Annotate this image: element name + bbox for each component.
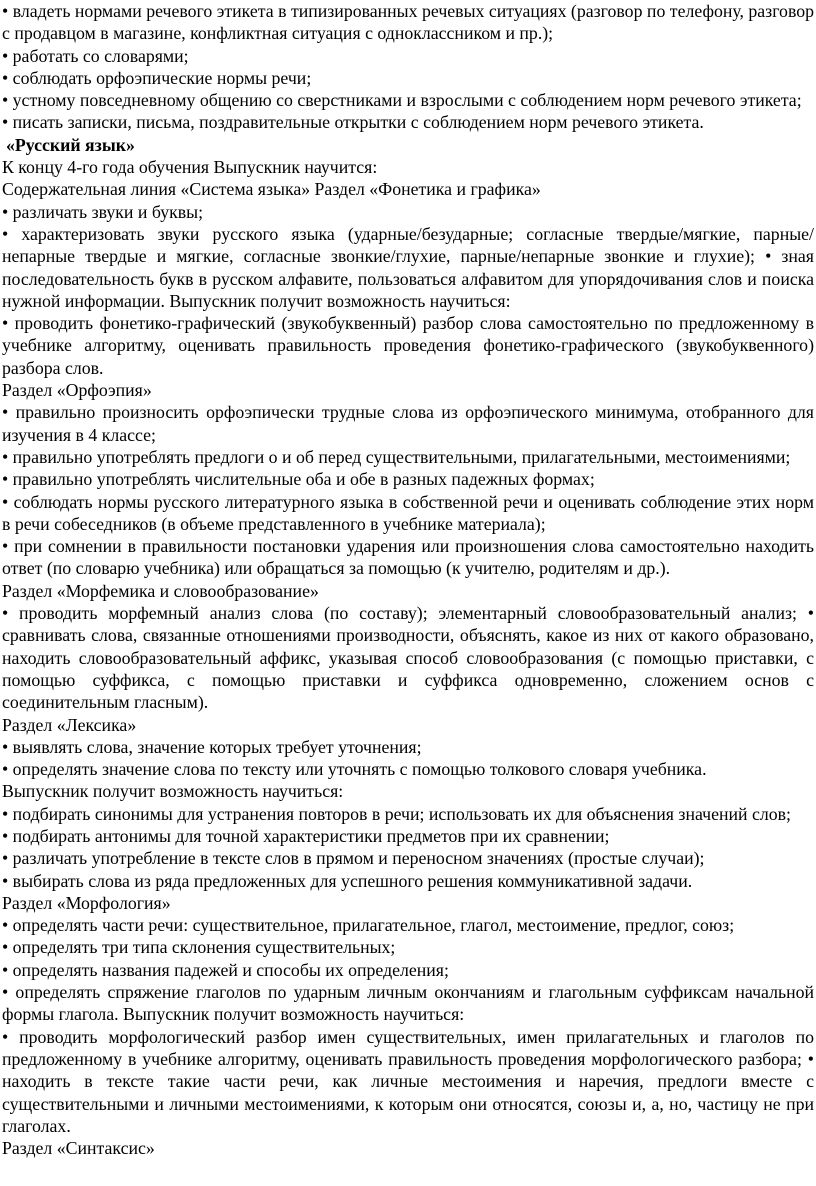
paragraph: • выявлять слова, значение которых требует уточнения;: [2, 736, 422, 757]
paragraph: • подбирать антонимы для точной характеристики предметов при их сравнении;: [2, 825, 610, 846]
paragraph: Раздел «Синтаксис»: [2, 1138, 155, 1159]
paragraph: • определять названия падежей и способы их определения;: [2, 959, 449, 980]
paragraph: • владеть нормами речевого этикета в типизированных речевых ситуациях (разговор по телефону, разговор с продавцом в магазине, конфликтная ситуация с одноклассником и пр.);: [2, 1, 814, 44]
paragraph: Раздел «Орфоэпия»: [2, 380, 152, 401]
paragraph: • правильно произносить орфоэпически трудные слова из орфоэпического минимума, отобранного для изучения в 4 классе;: [2, 402, 814, 445]
paragraph: Раздел «Лексика»: [2, 714, 137, 735]
paragraph: • различать употребление в тексте слов в прямом и переносном значениях (простые случаи);: [2, 848, 705, 869]
paragraph: • проводить морфологический разбор имен существительных, имен прилагательных и глаголов по предложенному в учебнике алгоритму, оценивать правильность проведения морфологического разбора; • находить в тексте такие части речи, как личные местоимения и наречия, предлоги вместе с существительными и личными местоимениями, к которым они относятся, союзы и, а, но, частицу не при глаголах.: [2, 1026, 814, 1136]
paragraph: • соблюдать нормы русского литературного языка в собственной речи и оценивать соблюдение этих норм в речи собеседников (в объеме представленного в учебнике материала);: [2, 491, 814, 534]
paragraph: Раздел «Морфология»: [2, 892, 171, 913]
paragraph: • определять спряжение глаголов по ударным личным окончаниям и глагольным суффиксам начальной формы глагола. Выпускник получит возможность научиться:: [2, 982, 814, 1025]
paragraph: • правильно употреблять предлоги о и об перед существительными, прилагательными, местоимениями;: [2, 446, 791, 467]
paragraph: • работать со словарями;: [2, 45, 189, 66]
paragraph: К концу 4-го года обучения Выпускник научится:: [2, 157, 378, 178]
paragraph: • различать звуки и буквы;: [2, 201, 204, 222]
paragraph: • определять части речи: существительное, прилагательное, глагол, местоимение, предлог, союз;: [2, 915, 735, 936]
paragraph: • проводить морфемный анализ слова (по составу); элементарный словообразовательный анализ; • сравнивать слова, связанные отношениями производности, объяснять, какое из них от какого образовано, находить словообразовательный аффикс, указывая способ словообразования (с помощью приставки, с помощью суффикса, с помощью приставки и суффикса одновременно, сложением основ с соединительным гласным).: [2, 603, 814, 713]
paragraph: Раздел «Морфемика и словообразование»: [2, 580, 319, 601]
paragraph: • писать записки, письма, поздравительные открытки с соблюдением норм речевого этикета.: [2, 112, 704, 133]
paragraph: • выбирать слова из ряда предложенных для успешного решения коммуникативной задачи.: [2, 870, 693, 891]
paragraph: • при сомнении в правильности постановки ударения или произношения слова самостоятельно находить ответ (по словарю учебника) или обращаться за помощью (к учителю, родителям и др.).: [2, 536, 814, 579]
paragraph: • проводить фонетико-графический (звукобуквенный) разбор слова самостоятельно по предложенному в учебнике алгоритму, оценивать правильность проведения фонетико-графического (звукобуквенного) разбора слов.: [2, 313, 814, 378]
section-title: «Русский язык»: [6, 134, 135, 155]
paragraph: • характеризовать звуки русского языка (ударные/безударные; согласные твердые/мягкие, парные/непарные твердые и мягкие, согласные звонкие/глухие, парные/непарные звонкие и глухие); • зная последовательность букв в русском алфавите, пользоваться алфавитом для упорядочивания слов и поиска нужной информации. Выпускник получит возможность научиться:: [2, 223, 814, 311]
paragraph: • правильно употреблять числительные оба и обе в разных падежных формах;: [2, 469, 595, 490]
paragraph: • устному повседневному общению со сверстниками и взрослыми с соблюдением норм речевого этикета;: [2, 90, 802, 111]
paragraph: • подбирать синонимы для устранения повторов в речи; использовать их для объяснения значений слов;: [2, 803, 791, 824]
paragraph: • определять значение слова по тексту или уточнять с помощью толкового словаря учебника.: [2, 759, 707, 780]
paragraph: • определять три типа склонения существительных;: [2, 937, 396, 958]
paragraph: • соблюдать орфоэпические нормы речи;: [2, 67, 312, 88]
paragraph: Содержательная линия «Система языка» Раздел «Фонетика и графика»: [2, 179, 541, 200]
paragraph: Выпускник получит возможность научиться:: [2, 781, 344, 802]
